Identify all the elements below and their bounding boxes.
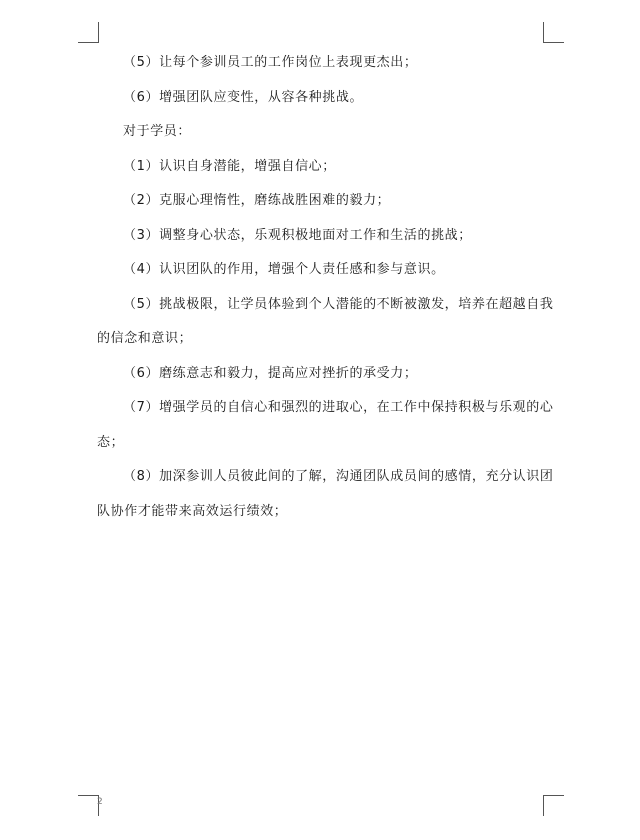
text-line: 队协作才能带来高效运行绩效； [97, 503, 288, 519]
text-line: （5）挑战极限，让学员体验到个人潜能的不断被激发，培养在超越自我 [123, 296, 554, 312]
page-number: 2 [97, 797, 103, 807]
text-line: （5）让每个参训员工的工作岗位上表现更杰出； [123, 55, 418, 70]
text-line: 对于学员： [123, 124, 192, 139]
text-line: 的信念和意识； [97, 331, 193, 346]
text-line: （6）磨练意志和毅力，提高应对挫折的承受力； [123, 365, 418, 381]
document-body [97, 46, 554, 529]
text-line: （3）调整身心状态，乐观积极地面对工作和生活的挑战； [123, 227, 472, 243]
crop-mark-bottom-left [78, 795, 99, 816]
crop-mark-top-right [543, 22, 564, 43]
text-line: （4）认识团队的作用，增强个人责任感和参与意识。 [123, 262, 445, 277]
text-line: 态； [97, 434, 125, 450]
text-line: （6）增强团队应变性，从容各种挑战。 [123, 89, 364, 105]
text-line: （7）增强学员的自信心和强烈的进取心，在工作中保持积极与乐观的心 [123, 400, 554, 415]
crop-mark-top-left [78, 22, 99, 43]
crop-mark-bottom-right [543, 795, 564, 816]
text-line: （2）克服心理惰性，磨练战胜困难的毅力； [123, 193, 391, 208]
text-line: （8）加深参训人员彼此间的了解，沟通团队成员间的感情，充分认识团 [123, 469, 554, 484]
text-line: （1）认识自身潜能，增强自信心； [123, 158, 336, 174]
